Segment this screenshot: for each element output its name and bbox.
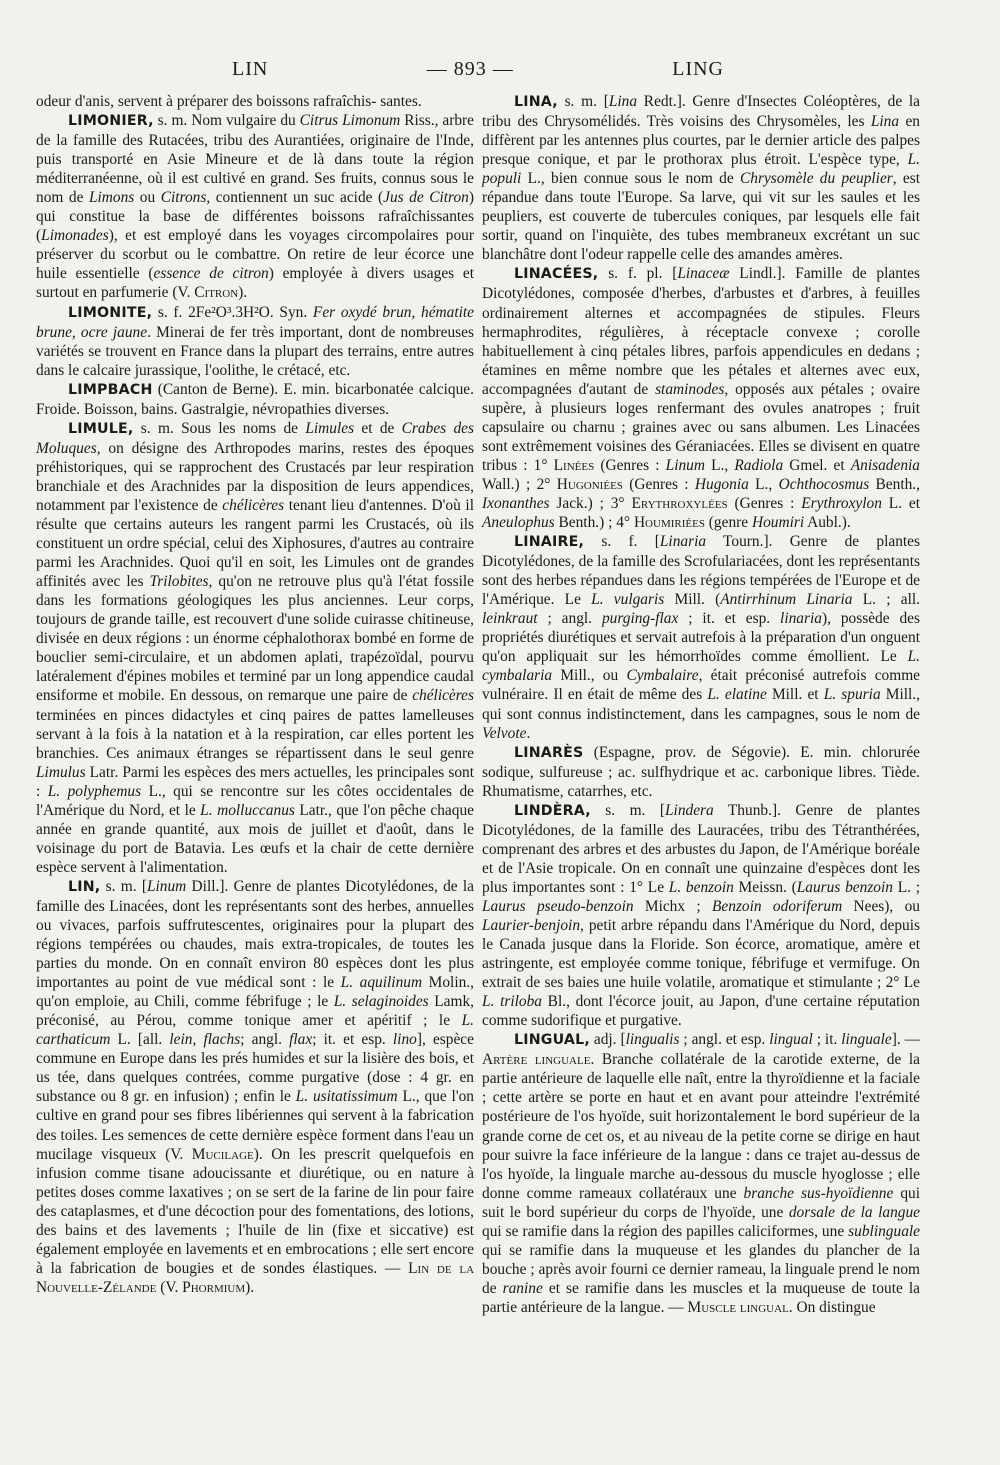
entry-text: , est répandue dans toute l'Europe. Sa larve, qui vit sur les saules et les peupliers, est couverte de tubercules coniques, par lesquels elle fait sortir, quand on l'inquiète, des tubes membraneux excrétant un suc blanchâtre dont l'odeur rappelle celle des amandes amères. xyxy=(482,170,920,264)
italic-term: flax xyxy=(289,1031,313,1049)
entry-text: Benth.) ; 4° xyxy=(554,514,634,532)
entry-text: Benth., xyxy=(869,475,921,493)
entry-text: Lindl.]. Famille de plantes Dicotylédones, composée d'herbes, d'arbustes et d'arbres, à feuilles ordinairement alternes et accompagnées de stipules. Fleurs hermaphrodites, régulières, à réceptacle convexe ; corolle habituellement à cinq pétales libres, parfois appendicules en dedans ; étamines en même nombre que les pétales et alternes avec eux, accompagnées d'autant de xyxy=(482,265,920,398)
entry-text: Dill.]. Genre de plantes Dicotylédones, de la famille des Linacées, dont les représentants sont des herbes, annuelles ou vivaces, parfois suffrutescentes, originaires pour la plupart des régions tempérées ou chaudes, mais extra-tropicales, de toutes les parties du monde. On en connaît environ 80 espèces dont les plus importantes au point de vue médical sont : le xyxy=(36,877,474,992)
italic-term: Velvote xyxy=(482,724,527,742)
entry-text: ) employée à divers usages et surtout en parfumerie (V. xyxy=(36,265,474,302)
italic-term: Limules xyxy=(305,419,355,437)
italic-term: linguale xyxy=(841,1031,892,1049)
small-caps-term: Mucilage xyxy=(191,1145,254,1163)
entry-text: ; it. et esp. xyxy=(312,1031,393,1049)
entry-text: s. m. [ xyxy=(557,93,609,110)
entry-text: L. [all. xyxy=(110,1031,170,1049)
entry-text: s. m. Sous les noms de xyxy=(133,419,306,437)
entry-text: s. m. Nom vulgaire du xyxy=(153,112,300,130)
italic-term: L. populi xyxy=(482,151,920,188)
italic-term: L. carthaticum xyxy=(36,1012,474,1049)
italic-term: L. cymbalaria xyxy=(482,648,920,685)
entry-text: (Genres : xyxy=(622,475,695,493)
italic-term: Limons xyxy=(88,189,135,207)
italic-term: Lindera xyxy=(664,801,714,819)
italic-term: L. molluccanus xyxy=(200,801,295,819)
italic-term: Hugonia xyxy=(694,475,749,493)
headword: LINDÈRA, xyxy=(514,802,591,819)
entry-text: ; it. xyxy=(812,1031,842,1049)
entry-limule xyxy=(36,419,474,877)
italic-term: Ochthocosmus xyxy=(778,475,870,493)
entry-text: Michx ; xyxy=(633,897,713,915)
entry-limonite xyxy=(36,303,474,380)
entry-text: qui suit le bord supérieur du corps de l'hyoïde, une xyxy=(482,1184,921,1221)
small-caps-term: Houmiriées xyxy=(633,514,705,532)
italic-term: branche sus-hyoïdienne xyxy=(743,1184,894,1202)
italic-term: L. usitatissimum xyxy=(295,1088,398,1106)
entry-text: Lamk, préconisé, au Pérou, comme tonique amer et apéritif ; le xyxy=(36,993,474,1030)
entry-text: L. ; all. xyxy=(852,591,920,609)
headword: LIN, xyxy=(68,878,101,895)
entry-text: Aubl.). xyxy=(804,514,851,532)
entry-text: L., qui se rencontre sur les côtes occidentales de l'Amérique du Nord, et le xyxy=(36,782,475,819)
entry-text: L., bien connue sous le nom de xyxy=(521,170,740,188)
entry-text: (Genres : xyxy=(727,494,802,512)
entry-text: Jack.) ; 3° xyxy=(549,494,632,512)
entry-text: . On distingue xyxy=(788,1298,876,1316)
italic-term: Jus de Citron xyxy=(383,189,469,207)
italic-term: Citrus Limonum xyxy=(299,112,401,130)
small-caps-term: Hugoniées xyxy=(556,475,623,493)
headword: LINAIRE, xyxy=(514,534,585,551)
entry-text: (Canton de Berne). E. min. bicarbonatée calcique. Froide. Boisson, bains. Gastralgie, névropathies diverses. xyxy=(36,380,474,418)
italic-term: Erythroxylon xyxy=(801,494,882,512)
entry-text: , petit arbre répandu dans l'Amérique du Nord, depuis le Canada jusque dans la Floride. Son écorce, aromatique, amère et astringente, est employée comme tonique, fébrifuge et vermifuge. On extrait de ses baies une huile volatile, aromatique et stimulante ; 2° Le xyxy=(482,917,920,992)
italic-term: L. elatine xyxy=(707,686,767,704)
header-left-word: LIN xyxy=(232,58,269,80)
entry-text: Mill., ou xyxy=(552,667,627,685)
italic-term: L. triloba xyxy=(482,993,542,1011)
italic-term: L. spuria xyxy=(823,686,881,704)
entry-text: terminées en pinces didactyles et cinq paires de pattes lamelleuses servant à la fois à la natation et à la respiration, car elles portent les branchies. Ces animaux étranges se répartissent dans le seul genre xyxy=(36,706,474,762)
headword: LINA, xyxy=(514,94,558,110)
entry-continuation xyxy=(36,92,474,111)
italic-term: chélicères xyxy=(412,687,474,705)
italic-term: Chrysomèle du peuplier xyxy=(740,170,893,188)
entry-text: L. et xyxy=(881,494,921,512)
entry-lindera xyxy=(482,801,920,1031)
entry-text: adj. [ xyxy=(589,1031,626,1049)
italic-term: L. aquilinum xyxy=(340,974,423,992)
header-right-word: LING xyxy=(672,58,724,80)
italic-term: leinkraut xyxy=(482,610,538,628)
headword: LIMONIER, xyxy=(68,113,154,130)
small-caps-term: Erythroxylées xyxy=(631,494,728,512)
italic-term: Aneulophus xyxy=(482,514,555,532)
italic-term: Limulus xyxy=(36,763,86,781)
entry-text: Latr., que l'on pêche chaque année en grande quantité, aux mois de juillet et d'août, dans le voisinage du port de Batavia. Les œufs et la chair de cette dernière espèce servent à l'alimentation. xyxy=(36,801,474,876)
italic-term: L. polyphemus xyxy=(47,782,142,800)
italic-term: Radiola xyxy=(734,456,784,474)
italic-term: Linaceæ xyxy=(677,265,730,283)
entry-text: ; angl. et esp. xyxy=(679,1031,770,1049)
entry-text: s. m. [ xyxy=(100,877,147,895)
entry-linares xyxy=(482,743,920,801)
entry-text: Redt.]. Genre d'Insectes Coléoptères, de la tribu des Chrysomélidés. Très voisins des Chrysomèles, les xyxy=(482,93,920,131)
italic-term: Limonades xyxy=(41,227,109,245)
entry-lingual xyxy=(482,1030,920,1317)
entry-text: L., xyxy=(705,456,735,474)
entry-text: qui se ramifie dans la région des papilles caliciformes, une xyxy=(482,1222,849,1240)
italic-term: sublinguale xyxy=(848,1222,920,1240)
italic-term: Citrons xyxy=(160,189,207,207)
entry-lin xyxy=(36,877,474,1297)
entry-text: Tourn.]. Genre de plantes Dicotylédones, de la famille des Scrofulariacées, dont les représentants sont des herbes répandues dans les régions tempérées de l'Europe et de l'Amérique. Le xyxy=(482,533,920,609)
italic-term: purging-flax xyxy=(601,610,679,628)
italic-term: Anisadenia xyxy=(850,456,921,474)
entry-text: Mill. ( xyxy=(664,591,721,609)
entry-text: Nees), ou xyxy=(842,897,920,915)
entry-text: , contiennent un suc acide ( xyxy=(206,189,384,207)
entry-text: ]. — xyxy=(891,1031,920,1049)
italic-term: Linum xyxy=(665,456,705,474)
headword: LIMONITE, xyxy=(68,304,153,321)
entry-text: ) qui constitue la base de différentes boissons rafraîchissantes ( xyxy=(36,189,474,245)
italic-term: Laurus pseudo-benzoin xyxy=(482,897,634,915)
entry-text: et de xyxy=(354,419,402,437)
entry-text: Bl., dont l'écorce jouit, au Japon, d'une certaine réputation comme sudorifique et purgative. xyxy=(482,993,920,1030)
entry-text: Riss., arbre de la famille des Rutacées, tribu des Aurantiées, originaire de l'Inde, puis transporté en Asie Mineure et de là dans toute la région méditerranéenne, où il est cultivé en grand. Ses fruits, connus sous le nom de xyxy=(36,112,474,207)
entry-text: s. f. pl. [ xyxy=(598,265,678,283)
entry-linacees xyxy=(482,264,920,532)
entry-text: ). xyxy=(245,1278,255,1296)
headword: LINGUAL, xyxy=(514,1032,590,1049)
entry-text: Meissn. ( xyxy=(733,878,797,896)
entry-text: ), et est employé dans les voyages circompolaires pour préserver du scorbut ou le combattre. On retire de leur écorce une huile essentielle ( xyxy=(36,227,474,283)
entry-text: ), possède des propriétés diurétiques et servait autrefois à la préparation d'un onguent qu'on appliquait sur les hémorrhoïdes comme émollient. Le xyxy=(482,610,920,666)
entry-text: ). xyxy=(238,284,248,302)
left-column xyxy=(36,92,474,1297)
entry-text: , qu'on ne retrouve plus qu'à l'état fossile dans les formations géologiques les plus anciennes. Leur corps, toujours de grande taille, est recouvert d'une solide cuirasse chitineuse, divisée en deux régions : un énorme céphalothorax bombé en forme de bouclier semi-circulaire, et un abdomen aplati, trapézoïdal, pourvu latéralement d'épines mobiles et terminé par un long appendice caudal ensiforme et mobile. En dessous, on remarque une paire de xyxy=(36,573,475,705)
italic-term: Laurus benzoin xyxy=(796,878,893,896)
entry-text: . Branche collatérale de la carotide externe, de la partie antérieure de laquelle elle naît, entre la thyroïdienne et la faciale ; cette artère se porte en haut et en avant pour atteindre l'extrémité postérieure de l'os hyoïde, suit horizontalement le bord supérieur de la grande corne de cet os, et au niveau de la petite corne se dirige en haut pour suivre la face inférieure de la langue : dans ce trajet au-dessus de l'os hyoïde, la linguale marche au-dessous du muscle hyoglosse ; elle donne comme rameaux collatéraux une xyxy=(482,1051,920,1202)
entry-text: (genre xyxy=(704,514,752,532)
small-caps-term: Artère linguale xyxy=(482,1051,591,1069)
entry-text: ; it. et esp. xyxy=(678,610,781,628)
entry-text: L., que l'on cultive en grand pour ses fibres libériennes qui servent à la fabrication des toiles. Les semences de cette dernière espèce forment dans l'eau un mucilage visqueux (V. xyxy=(36,1088,474,1163)
italic-term: Benzoin odoriferum xyxy=(712,897,843,915)
italic-term: Ixonanthes xyxy=(482,494,550,512)
entry-text: (Espagne, prov. de Ségovie). E. min. chlorurée sodique, sulfureuse ; ac. sulfhydrique et ac. carbonique libres. Tiède. Rhumatisme, catarrhes, etc. xyxy=(482,743,920,800)
entry-text: tenant lieu d'antennes. D'où il résulte que certains auteurs les rangent parmi les Crustacés, où ils constituent un ordre spécial, celui des Xiphosures, d'autres au contraire parmi les Arachnides. Quoi qu'il en soit, les Limules ont de grandes affinités avec les xyxy=(36,496,474,591)
entry-text: s. m. [ xyxy=(590,801,665,819)
small-caps-term: Citron xyxy=(194,284,239,302)
italic-term: chélicères xyxy=(222,496,285,514)
entry-text: ], espèce commune en Europe dans les prés humides et sur la lisière des bois, et us tée, dans quelques contrées, comme purgative (dose : 4 gr. en substance ou 8 gr. en infusion) ; enfin le xyxy=(36,1031,474,1106)
italic-term: Lina xyxy=(870,113,900,131)
italic-term: ranine xyxy=(502,1279,543,1297)
entry-text: . xyxy=(526,724,531,742)
page-number: — 893 — xyxy=(426,58,514,80)
entry-limpbach xyxy=(36,380,474,419)
entry-text: ; angl. xyxy=(240,1031,290,1049)
entry-text: ). On les prescrit quelquefois en infusion comme tisane adoucissante et diurétique, ou en nature à petites doses comme laxatives ; on se sert de la farine de lin pour faire des cataplasmes, et d'une décoction pour des fomentations, des lotions, des bains et des lavements ; l'huile de lin (fixe et siccative) est également employée en lavements et en embrocations ; elle sert encore à la fabrication de bougies et de sondes élastiques. — xyxy=(36,1145,474,1277)
entry-text: (Genres : xyxy=(594,456,666,474)
entry-text: (V. xyxy=(156,1278,183,1296)
italic-term: staminodes xyxy=(655,380,725,398)
headword: LIMPBACH xyxy=(68,381,153,398)
entry-text: et se ramifie dans les muscles et la muqueuse de toute la partie antérieure de la langue. — xyxy=(482,1279,921,1316)
italic-term: Lina xyxy=(608,93,638,110)
entry-text: . Minerai de fer très important, dont de nombreuses variétés se trouvent en France dans la plupart des terrains, entre autres dans le calcaire jurassique, l'oolithe, le crétacé, etc. xyxy=(36,323,474,379)
italic-term: Linaria xyxy=(659,533,707,551)
italic-term: lino xyxy=(392,1031,417,1049)
entry-text: s. f. [ xyxy=(584,533,660,551)
entry-text: qui se ramifie dans la muqueuse et les glandes du plancher de la bouche ; après avoir fourni ce dernier rameau, la linguale prend le nom de xyxy=(482,1241,920,1297)
italic-term: Trilobites xyxy=(149,573,209,591)
right-column xyxy=(482,92,920,1317)
small-caps-term: Phormium xyxy=(182,1278,246,1296)
entry-text: s. f. 2Fe²O³.3H²O. Syn. xyxy=(152,303,313,321)
entry-text: L., xyxy=(748,475,779,493)
italic-term: lein, flachs xyxy=(169,1031,241,1049)
italic-term: Crabes des Moluques xyxy=(36,419,474,457)
headword: LINACÉES, xyxy=(514,266,599,283)
italic-term: Linum xyxy=(146,877,187,895)
italic-term: Houmiri xyxy=(751,514,805,532)
entry-text: Gmel. et xyxy=(783,456,851,474)
italic-term: Cymbalaire xyxy=(626,667,699,685)
italic-term: L. benzoin xyxy=(668,878,734,896)
entry-text: ; angl. xyxy=(537,610,602,628)
italic-term: Fer oxydé brun, hématite brune, ocre jaune xyxy=(36,303,474,341)
entry-text: Molin., qu'on emploie, au Chili, comme fébrifuge ; le xyxy=(36,974,474,1011)
entry-linaire xyxy=(482,532,920,743)
entry-text: Thunb.]. Genre de plantes Dicotylédones, de la famille des Lauracées, tribu des Tétranthérées, comprenant des arbres et des arbustes du Japon, de l'Amérique boréale et de l'Asie tropicale. On en connaît une quinzaine d'espèces dont les plus importantes sont : 1° Le xyxy=(482,801,920,896)
entry-text: , était préconisé autrefois comme vulnéraire. Il en était de même des xyxy=(482,667,920,704)
running-header xyxy=(36,58,920,81)
italic-term: lingual xyxy=(769,1031,813,1049)
entry-text: Latr. Parmi les espèces des mers actuelles, les principales sont : xyxy=(36,763,474,800)
italic-term: essence de citron xyxy=(153,265,269,283)
italic-term: dorsale de la langue xyxy=(788,1203,920,1221)
entry-limonier xyxy=(36,111,474,302)
small-caps-term: Lin de la Nouvelle-Zélande xyxy=(36,1259,475,1296)
italic-term: lingualis xyxy=(625,1031,680,1049)
entry-text: ou xyxy=(134,189,161,207)
italic-term: Antirrhinum Linaria xyxy=(720,591,853,609)
italic-term: linaria xyxy=(780,610,822,628)
italic-term: L. vulgaris xyxy=(591,591,665,609)
italic-term: Laurier-benjoin xyxy=(482,917,581,935)
entry-text: , opposés aux pétales ; ovaire supère, à plusieurs loges renfermant des ovules anatropes ; fruit capsulaire ou charnu ; graines avec ou sans albumen. Les Linacées sont extrêmement voisines des Géraniacées. Elles se divisent en quatre tribus : 1° xyxy=(482,380,920,474)
headword: LIMULE, xyxy=(68,420,134,437)
entry-text: , on désigne des Arthropodes marins, restes des époques préhistoriques, qui se rapprochent des Crustacés par leur respiration branchiale et des Arachnides par la disposition de leurs appendices, notamment par l'existence de xyxy=(36,439,474,514)
entry-text: Mill. et xyxy=(766,686,824,704)
italic-term: L. selaginoides xyxy=(333,993,429,1011)
entry-text: en diffèrent par les antennes plus courtes, par le dernier article des palpes presque conique, et par le prothorax plus étroit. L'espèce type, xyxy=(482,113,920,169)
entry-text: Mill., qui sont connus indistinctement, dans les campagnes, sous le nom de xyxy=(482,686,920,723)
headword: LINARÈS xyxy=(514,744,584,761)
entry-text: L. ; xyxy=(892,878,920,896)
entry-text: Wall.) ; 2° xyxy=(482,475,557,493)
entry-text: odeur d'anis, servent à préparer des boissons rafraîchis- santes. xyxy=(36,93,422,110)
small-caps-term: Linées xyxy=(553,456,595,474)
entry-lina xyxy=(482,92,920,264)
small-caps-term: Muscle lingual xyxy=(687,1298,789,1316)
